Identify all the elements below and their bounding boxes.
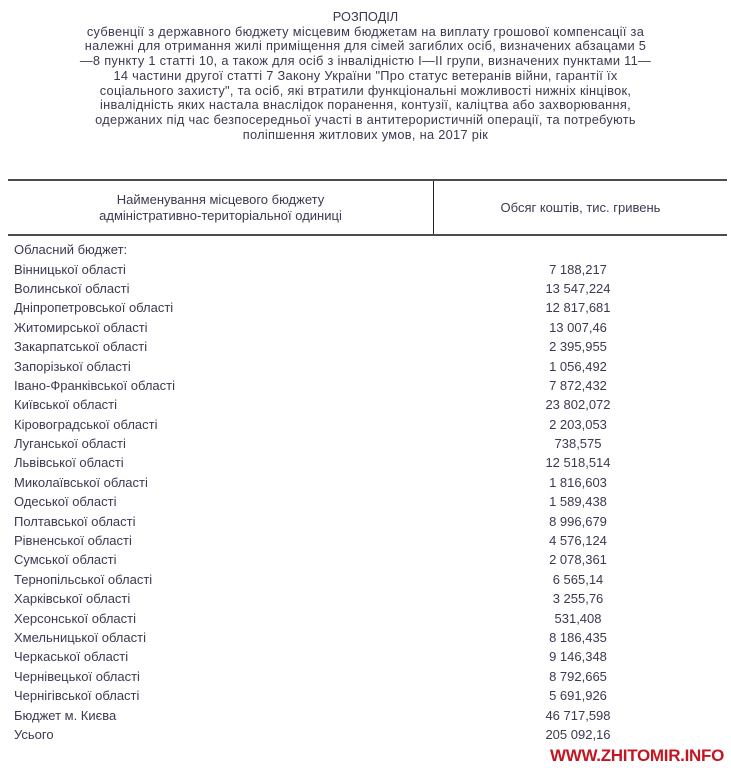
- row-name: Дніпропетровської області: [14, 300, 174, 316]
- table-row: [8, 279, 727, 298]
- table-row: [8, 550, 727, 569]
- row-value: 13 007,46: [549, 319, 607, 335]
- row-name: Чернігівської області: [14, 688, 140, 704]
- table-row: [8, 628, 727, 647]
- row-value: 5 691,926: [549, 688, 607, 704]
- row-name: Запорізької області: [14, 358, 131, 374]
- total-row: [8, 725, 727, 744]
- row-value: 2 395,955: [549, 339, 607, 355]
- row-value: 7 872,432: [549, 377, 607, 393]
- table-row: [8, 608, 727, 627]
- table-row: [8, 647, 727, 666]
- table-row: [8, 473, 727, 492]
- table-row: [8, 395, 727, 414]
- row-value: 9 146,348: [549, 649, 607, 665]
- table-row: [8, 356, 727, 375]
- table-row: [8, 589, 727, 608]
- row-value: 2 078,361: [549, 552, 607, 568]
- table-row: [8, 667, 727, 686]
- row-value: 13 547,224: [545, 280, 611, 296]
- total-label: Усього: [14, 726, 54, 742]
- row-value: 8 792,665: [549, 668, 607, 684]
- row-value: 1 056,492: [549, 358, 607, 374]
- table-row: [8, 531, 727, 550]
- row-name: Рівненської області: [14, 533, 132, 549]
- row-name: Луганської області: [14, 436, 126, 452]
- row-name: Львівської області: [14, 455, 124, 471]
- row-name: Житомирської області: [14, 319, 148, 335]
- row-name: Кіровоградської області: [14, 416, 158, 432]
- row-value: 3 255,76: [552, 591, 604, 607]
- row-name: Одеської області: [14, 494, 117, 510]
- row-value: 6 565,14: [552, 571, 604, 587]
- total-value: 205 092,16: [545, 726, 611, 742]
- document-subtitle: субвенції з державного бюджету місцевим бюджетам на виплату грошової компенсації за належні для отримання жилі приміщення для сімей загиблих осіб, визначених абзацами 5—8 пункту 1 статті 10, а також для осіб з інвалідністю I—II групи, визначених пунктами 11—14 частини другої статті 7 Закону України "Про статус ветеранів війни, гарантії їх соціального захисту", та осіб, які втратили функціональні можливості нижніх кінцівок, інвалідність яких настала внаслідок поранення, контузії, каліцтва або захворювання, одержаних під час безпосередньої участі в антитерористичній операції, та потребують поліпшення житлових умов, на 2017 рік: [79, 23, 652, 142]
- row-value: 8 186,435: [549, 630, 607, 645]
- table-row: [8, 434, 727, 453]
- row-value: 1 589,438: [549, 494, 607, 510]
- row-name: Вінницької області: [14, 261, 126, 277]
- table-body: [8, 236, 727, 744]
- row-name: Чернівецької області: [14, 668, 140, 684]
- table-row: [8, 415, 727, 434]
- table-header: [8, 179, 727, 236]
- document-heading: РОЗПОДІЛ: [332, 9, 399, 24]
- table-row: [8, 492, 727, 511]
- row-name: Хмельницької області: [14, 630, 146, 645]
- row-value: 2 203,053: [549, 416, 607, 432]
- table-row: [8, 376, 727, 395]
- document-title: [0, 0, 731, 142]
- table-row: [8, 453, 727, 472]
- row-value: 4 576,124: [549, 533, 607, 549]
- table-row: [8, 337, 727, 356]
- row-name: Черкаської області: [14, 649, 129, 665]
- watermark: WWW.ZHITOMIR.INFO: [550, 746, 724, 765]
- row-value: 531,408: [554, 610, 602, 626]
- row-value: 12 817,681: [545, 300, 611, 316]
- row-name: Волинської області: [14, 280, 130, 296]
- group-row: [8, 240, 727, 259]
- budget-table: [8, 179, 727, 744]
- row-name: Закарпатської області: [14, 339, 148, 355]
- row-name: Івано-Франківської області: [14, 377, 176, 393]
- row-name: Сумської області: [14, 552, 117, 568]
- table-row: [8, 318, 727, 337]
- table-row: [8, 570, 727, 589]
- table-row: [8, 298, 727, 317]
- row-name: Тернопільської області: [14, 571, 153, 587]
- header-name-column: Найменування місцевого бюджету адміністративно-територіальної одиниці: [99, 191, 342, 223]
- table-row: [8, 686, 727, 705]
- group-label: Обласний бюджет:: [14, 242, 128, 258]
- row-value: 23 802,072: [545, 397, 611, 413]
- row-value: 46 717,598: [545, 707, 611, 723]
- row-value: 12 518,514: [545, 455, 611, 471]
- table-row: [8, 259, 727, 278]
- row-value: 738,575: [554, 436, 602, 452]
- table-row: [8, 705, 727, 724]
- row-value: 8 996,679: [549, 513, 607, 529]
- table-row: [8, 511, 727, 530]
- row-name: Херсонської області: [14, 610, 136, 626]
- row-name: Харківської області: [14, 591, 131, 607]
- row-name: Миколаївської області: [14, 474, 148, 490]
- row-name: Полтавської області: [14, 513, 136, 529]
- row-name: Київської області: [14, 397, 118, 413]
- row-value: 1 816,603: [549, 474, 607, 490]
- row-value: 7 188,217: [549, 261, 607, 277]
- row-name: Бюджет м. Києва: [14, 707, 117, 723]
- header-amount-column: Обсяг коштів, тис. гривень: [433, 181, 727, 234]
